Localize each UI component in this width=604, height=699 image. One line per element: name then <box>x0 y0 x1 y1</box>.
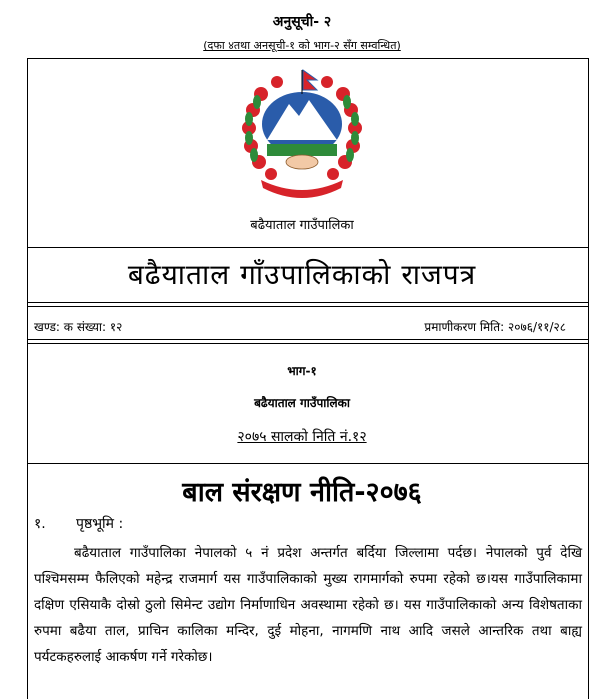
divider <box>27 247 589 248</box>
emblem-graphic <box>227 62 377 202</box>
schedule-subtitle-text: (दफा ४तथा अनसूची-१ को भाग-२ सँग सम्वन्धित) <box>203 39 401 52</box>
divider <box>27 463 589 464</box>
schedule-subtitle <box>0 38 604 53</box>
part-municipality: बढैयाताल गाउँपालिका <box>254 396 350 410</box>
nepal-emblem-icon <box>227 62 377 202</box>
part-label: भाग-१ <box>287 364 317 378</box>
policy-number-text: २०७५ सालको निति नं.१२ <box>237 429 367 445</box>
background-paragraph: बढैयाताल गाउँपालिका नेपालको ५ नं प्रदेश अन्तर्गत बर्दिया जिल्लामा पर्दछ। नेपालको पुर्व देखि पश्चिमसम्म फैलिएको महेन्द्र राजमार्ग यस गाउँपालिकाको मुख्य रागमार्गको रुपमा रहेको छ।यस गाउँपालिकामा दक्षिण एसियाकै दोस्रो ठुलो सिमेन्ट उद्योग निर्माणाधिन अवस्थामा रहेको छ। यस गाउँपालिकाको अन्य विशेषताका रुपमा बढैया ताल, प्राचिन कालिका मन्दिर, दुई मोहना, नागमणि नाथ आदि जसले आन्तरिक तथा बाह्य पर्यटकहरुलाई आकर्षण गर्ने गरेकोछ। <box>34 545 582 665</box>
divider <box>27 339 589 340</box>
gazette-title: बढैयाताल गाँउपालिकाको राजपत्र <box>127 258 477 291</box>
authentication-date: प्रमाणीकरण मिति: २०७६/११/२८ <box>424 320 566 334</box>
policy-number <box>0 427 604 446</box>
schedule-heading: अनुसूची- २ <box>272 14 332 30</box>
divider <box>27 343 589 344</box>
volume-number: खण्ड: क संख्या: १२ <box>34 320 123 334</box>
policy-title: बाल संरक्षण नीति-२०७६ <box>182 477 422 508</box>
section-heading: पृष्ठभूमि : <box>76 516 124 532</box>
divider <box>27 302 589 303</box>
divider <box>27 306 589 307</box>
municipality-name: बढैयाताल गाउँपालिका <box>250 218 354 233</box>
section-number: १. <box>34 516 46 532</box>
